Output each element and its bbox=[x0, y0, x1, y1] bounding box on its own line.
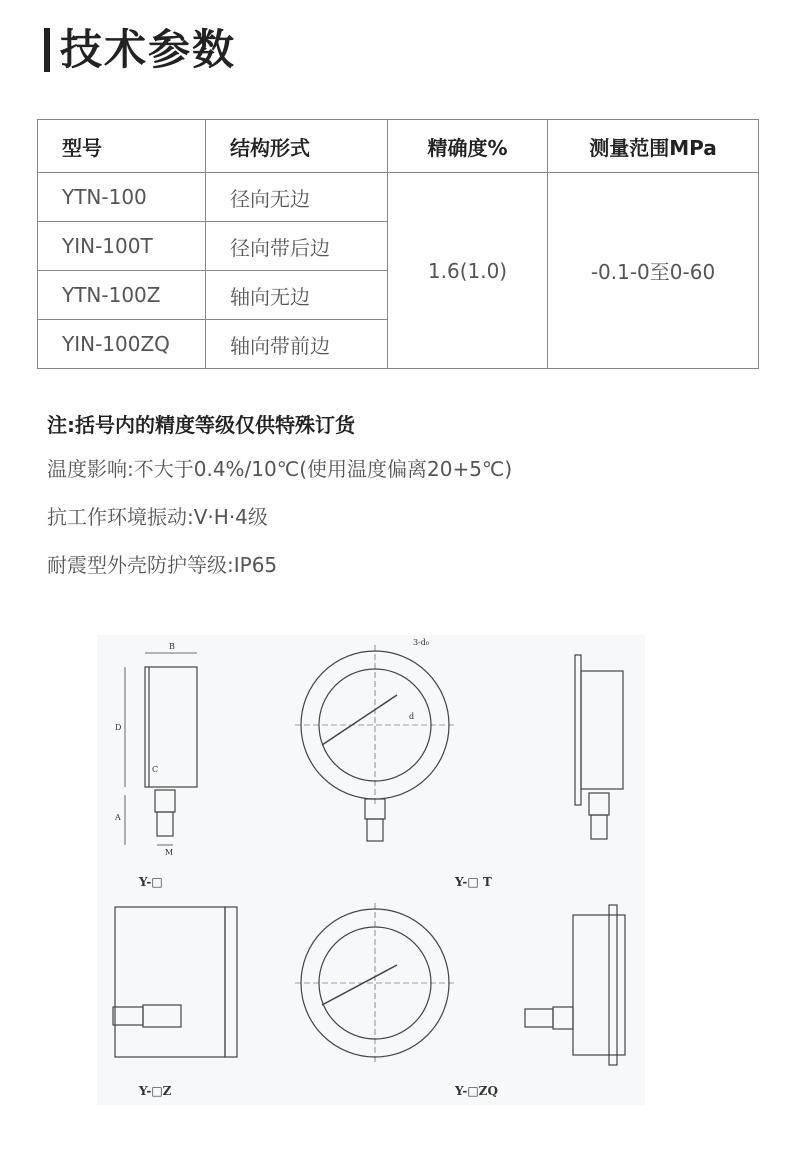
gauge-side-view-radial bbox=[125, 653, 197, 845]
gauge-front-view-axial bbox=[295, 903, 455, 1063]
page-title: 技术参数 bbox=[60, 25, 237, 74]
cell-structure: 轴向带前边 bbox=[206, 320, 388, 369]
caption-radial: Y-□ bbox=[139, 875, 163, 889]
table-header-row bbox=[38, 120, 759, 173]
caption-radial-t: Y-□ T bbox=[455, 875, 492, 889]
dim-m-label: M bbox=[165, 848, 174, 857]
table-row bbox=[38, 173, 759, 222]
cell-model: YIN-100T bbox=[38, 222, 206, 271]
header-range: 测量范围MPa bbox=[548, 120, 759, 173]
note-vibration: 抗工作环境振动:V·H·4级 bbox=[47, 505, 268, 529]
notes-section bbox=[47, 405, 512, 589]
dim-c-label: C bbox=[152, 765, 159, 774]
dimension-drawing bbox=[97, 635, 645, 1105]
cell-model: YIN-100ZQ bbox=[38, 320, 206, 369]
gauge-side-view-axial bbox=[113, 907, 237, 1057]
header-structure: 结构形式 bbox=[206, 120, 388, 173]
dim-a-label: A bbox=[115, 813, 121, 822]
dim-d-label: D bbox=[115, 723, 122, 732]
cell-structure: 径向带后边 bbox=[206, 222, 388, 271]
caption-axial: Y-□Z bbox=[139, 1084, 172, 1098]
gauge-side-view-back-flange bbox=[575, 655, 623, 839]
header-model: 型号 bbox=[38, 120, 206, 173]
holes-label: 3-d₀ bbox=[413, 638, 430, 647]
note-temperature: 温度影响:不大于0.4%/10℃(使用温度偏离20+5℃) bbox=[47, 457, 513, 481]
cell-model: YTN-100 bbox=[38, 173, 206, 222]
title-accent-bar bbox=[44, 28, 50, 72]
notes-title: 注:括号内的精度等级仅供特殊订货 bbox=[47, 413, 355, 437]
gauge-side-view-front-flange bbox=[525, 905, 625, 1065]
caption-axial-zq: Y-□ZQ bbox=[455, 1084, 498, 1098]
note-protection: 耐震型外壳防护等级:IP65 bbox=[47, 553, 278, 577]
spec-table bbox=[37, 119, 759, 369]
cell-accuracy: 1.6(1.0) bbox=[388, 173, 548, 369]
cell-model: YTN-100Z bbox=[38, 271, 206, 320]
header-accuracy: 精确度% bbox=[388, 120, 548, 173]
cell-structure: 径向无边 bbox=[206, 173, 388, 222]
cell-range: -0.1-0至0-60 bbox=[548, 173, 759, 369]
dim-small-d-label: d bbox=[409, 712, 415, 721]
dim-b-label: B bbox=[169, 642, 175, 651]
cell-structure: 轴向无边 bbox=[206, 271, 388, 320]
gauge-front-view-radial bbox=[295, 645, 455, 841]
